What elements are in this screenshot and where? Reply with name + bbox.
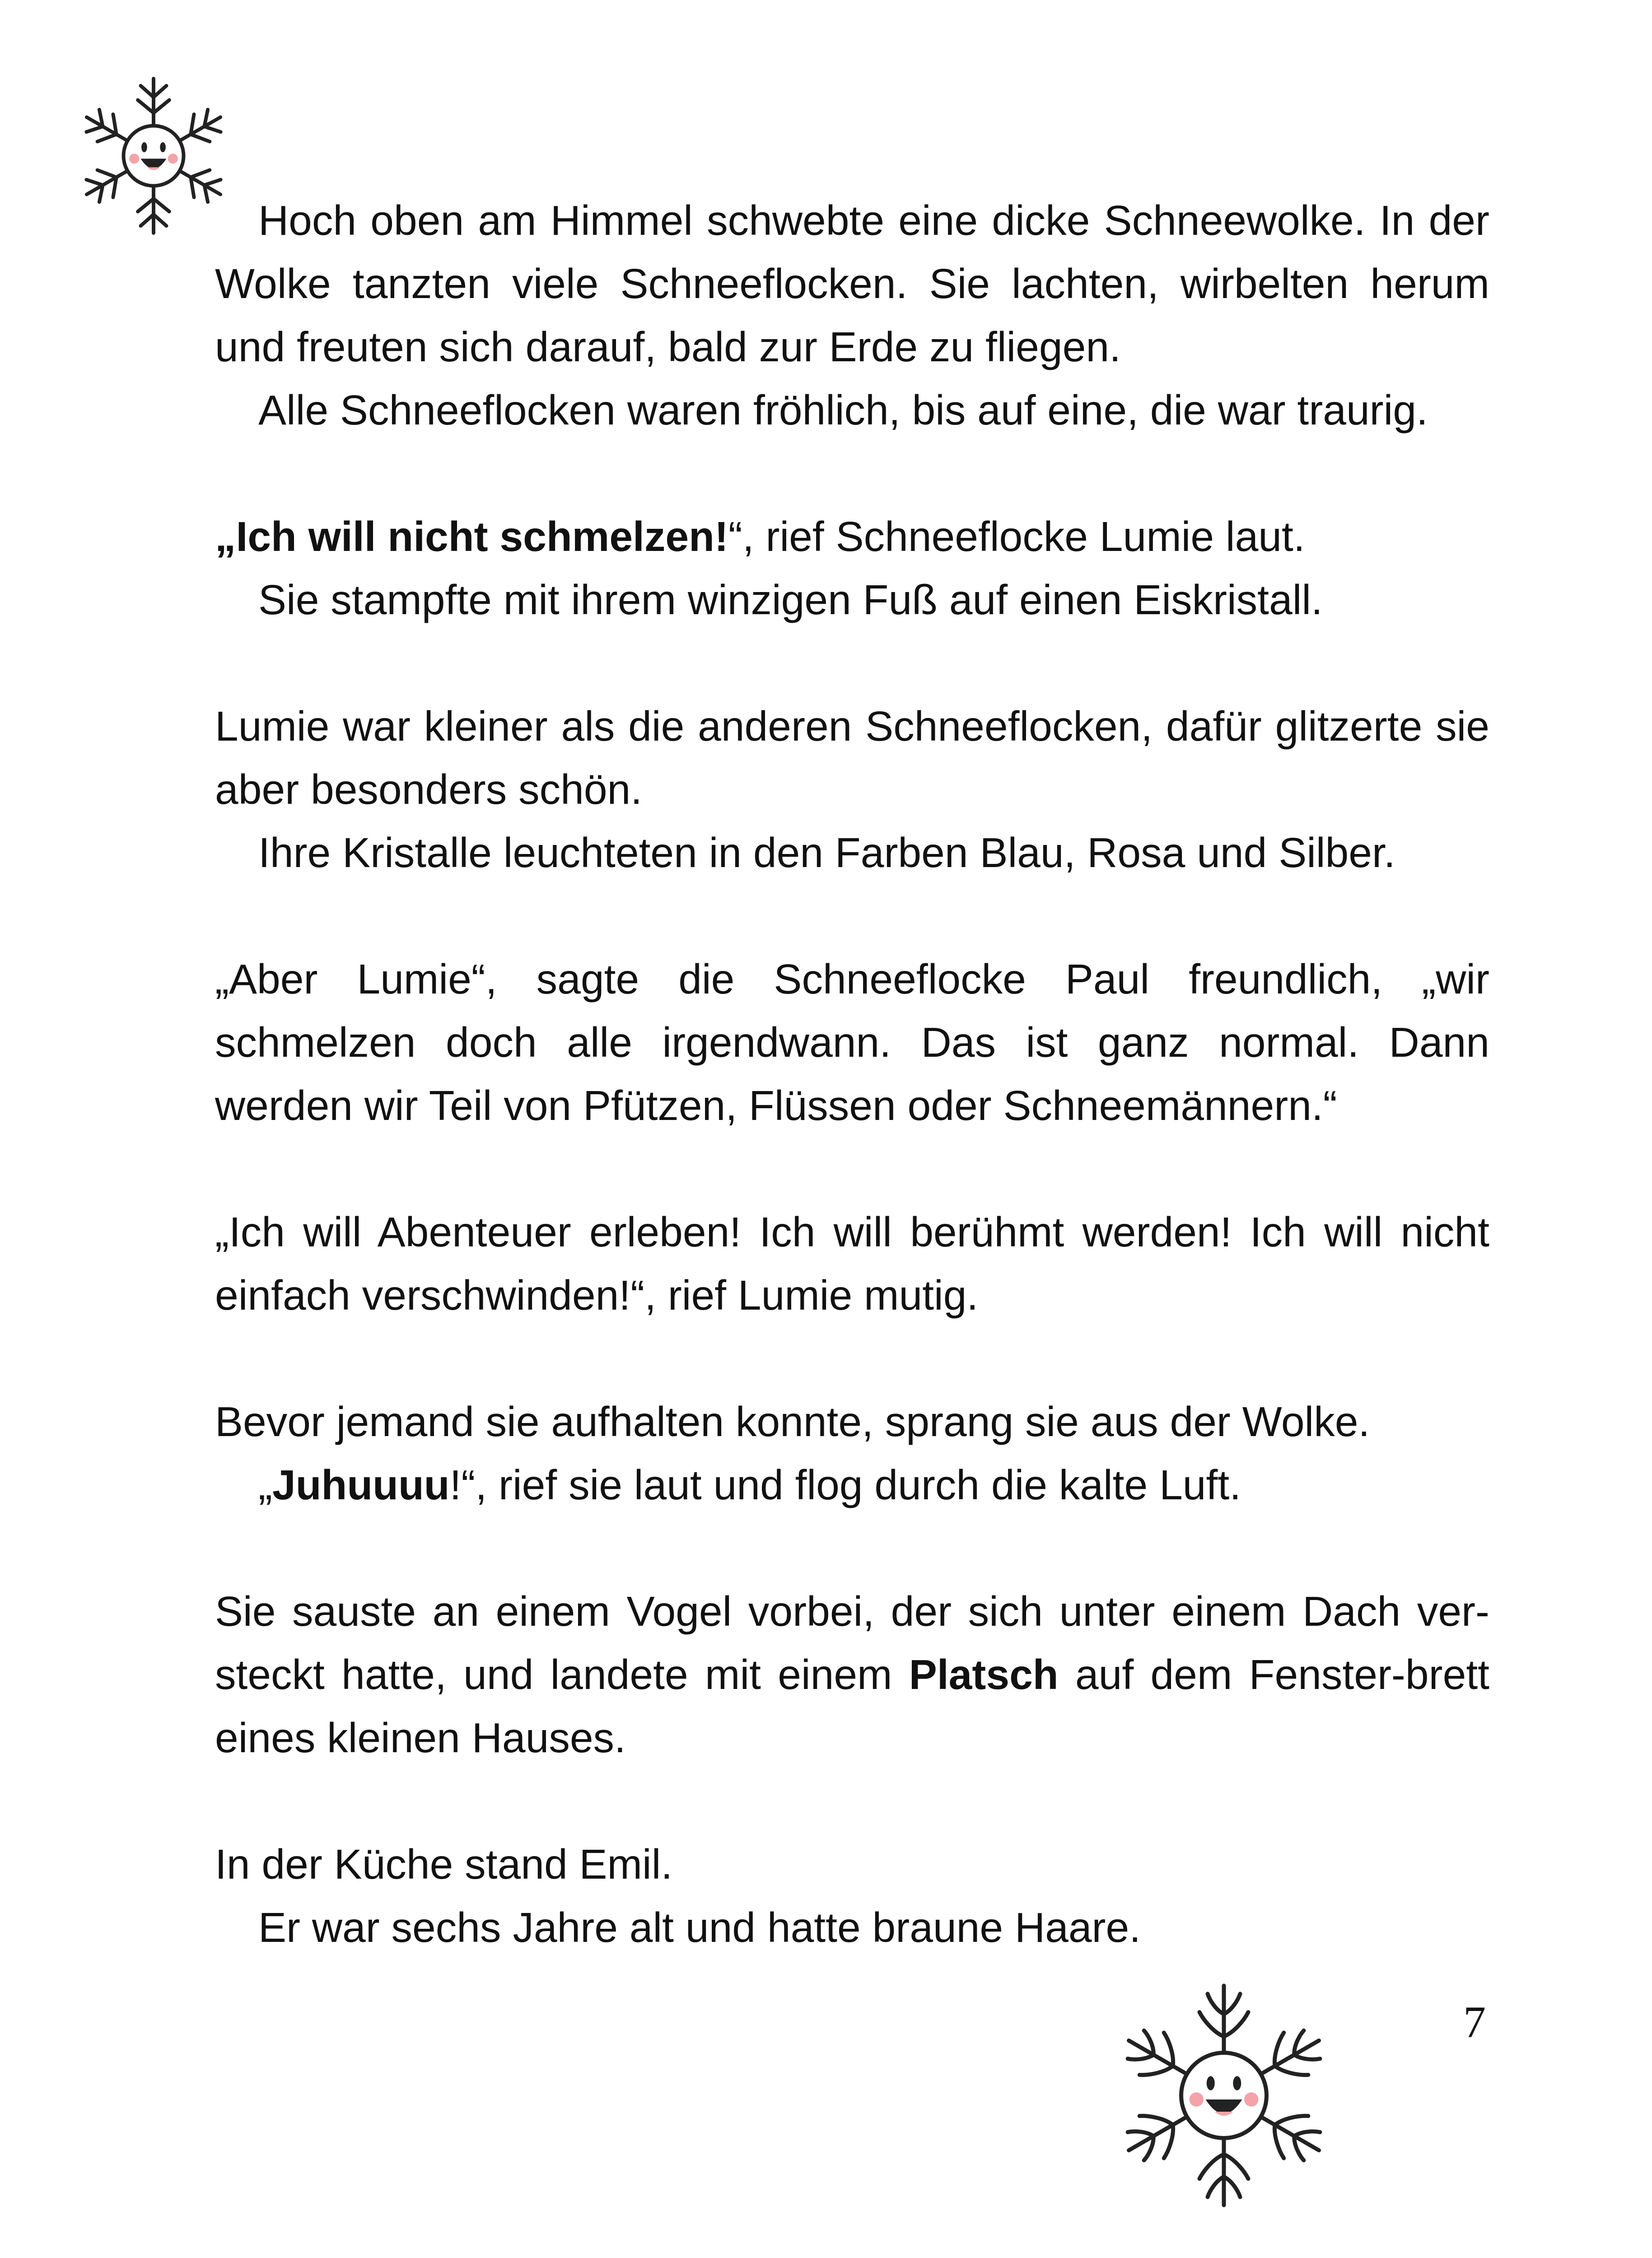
paragraph	[215, 1453, 1489, 1516]
paragraph: Sie stampfte mit ihrem winzigen Fuß auf einen Eiskristall.	[258, 576, 1323, 623]
text-span: “, rief Schneeflocke Lumie laut.	[728, 513, 1305, 560]
paragraph: Lumie war kleiner als die anderen Schneeflocken, dafür glitzerte sie aber besonders schön.	[215, 703, 1489, 813]
text-span: Sie sauste an einem Vogel vorbei, der sich unter einem Dach ver-steckt hatte, und landete mit einem	[215, 1588, 1489, 1698]
paragraph	[215, 505, 1489, 568]
paragraph: Hoch oben am Himmel schwebte eine dicke Schneewolke. In der Wolke tanzten viele Schneeflocken. Sie lachten, wirbelten herum und freuten sich darauf, bald zur Erde zu fliegen.	[215, 197, 1489, 370]
quote-open: „	[215, 513, 236, 560]
paragraph: Alle Schneeflocken waren fröhlich, bis auf eine, die war traurig.	[258, 387, 1428, 434]
page-number: 7	[1463, 1997, 1486, 2047]
paragraph: „Aber Lumie“, sagte die Schneeflocke Paul freundlich, „wir schmelzen doch alle irgendwann. Das ist ganz normal. Dann werden wir Teil von Pfützen, Flüssen oder Schneemännern.“	[215, 956, 1489, 1129]
text-span: auf dem Fenster-brett eines kleinen Hauses.	[215, 1651, 1489, 1761]
text-span: !“, rief sie laut und flog durch die kalte Luft.	[449, 1461, 1241, 1508]
paragraph: „Ich will Abenteuer erleben! Ich will berühmt werden! Ich will nicht einfach verschwinden!“, rief Lumie mutig.	[215, 1208, 1489, 1319]
snowflake-top-left-icon	[68, 68, 239, 244]
paragraph: Ihre Kristalle leuchteten in den Farben Blau, Rosa und Silber.	[258, 829, 1395, 876]
paragraph	[215, 1580, 1489, 1769]
story-text	[215, 189, 1489, 1959]
emphasis: Ich will nicht schmelzen!	[236, 513, 728, 560]
emphasis: Juhuuuu	[272, 1461, 450, 1508]
paragraph: In der Küche stand Emil.	[215, 1841, 673, 1888]
snowflake-bottom-right-icon	[1102, 1969, 1346, 2222]
paragraph: Bevor jemand sie aufhalten konnte, sprang sie aus der Wolke.	[215, 1398, 1370, 1445]
paragraph: Er war sechs Jahre alt und hatte braune Haare.	[258, 1904, 1141, 1951]
quote-open: „	[258, 1461, 272, 1508]
emphasis: Platsch	[909, 1651, 1059, 1698]
